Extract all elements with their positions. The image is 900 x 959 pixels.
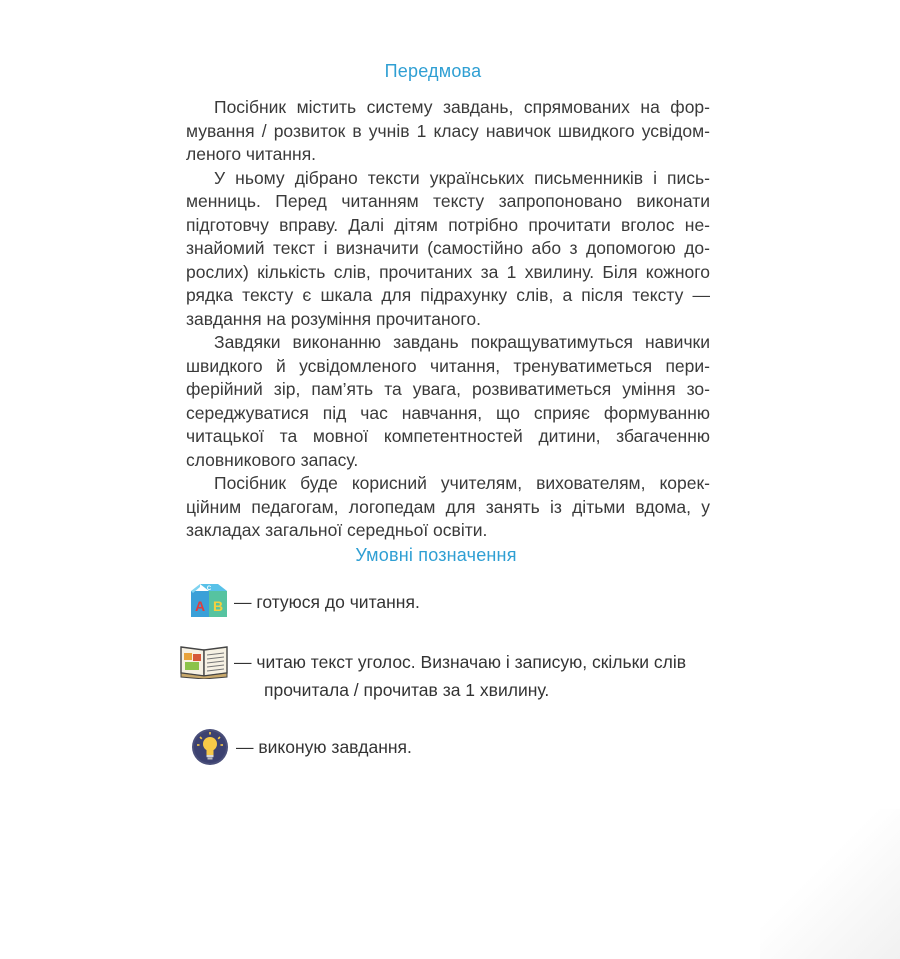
text-line: менниць. Перед читанням тексту запропоновано виконати <box>186 191 710 211</box>
text-line: закладах загальної середньої освіти. <box>186 520 488 540</box>
text-line: швидкого й усвідомленого читання, тренуватиметься пери- <box>186 355 710 376</box>
legend-item-2-text-line-1: — читаю текст уголос. Визначаю і записую, скільки слів <box>234 652 687 672</box>
legend-item-2-text-line-2: прочитала / прочитав за 1 хвилину. <box>264 680 550 700</box>
text-line: словникового запасу. <box>186 449 359 470</box>
text-line: читацької та мовної компетентностей дитини, збагаченню <box>186 426 710 446</box>
preface-body <box>158 96 710 543</box>
text-line: знайомий текст і визначити (самостійно або з допомогою до- <box>186 238 710 258</box>
svg-text:A: A <box>194 598 206 614</box>
text-line: ферійний зір, пам’ять та увага, розвиватиметься уміння зо- <box>186 379 710 399</box>
text-line: ційним педагогам, логопедам для занять із дітьми вдома, у <box>186 496 710 517</box>
svg-text:C: C <box>206 586 212 592</box>
lightbulb-icon <box>191 728 229 771</box>
text-line: середжуватися під час навчання, що сприяє формуванню <box>186 402 710 423</box>
text-line: Завдяки виконанню завдань покращуватимуться навички <box>214 332 710 352</box>
preface-paragraph-3 <box>158 331 710 472</box>
text-line: Посібник містить систему завдань, спрямованих на фор- <box>214 97 710 117</box>
text-line: мування / розвиток в учнів 1 класу навичок швидкого усвідом- <box>186 120 710 141</box>
abc-blocks-icon <box>188 581 230 626</box>
legend-item-3-text: — виконую завдання. <box>236 737 412 757</box>
text-line: У ньому дібрано тексти українських письменників і пись- <box>214 167 710 188</box>
preface-paragraph-4 <box>158 472 710 543</box>
text-line: підготовчу вправу. Далі дітям потрібно прочитати вголос не- <box>186 214 710 235</box>
open-book-icon <box>178 643 230 684</box>
svg-text:B: B <box>212 598 224 614</box>
preface-paragraph-1 <box>158 96 710 167</box>
text-line: леного читання. <box>186 144 317 164</box>
text-line: Посібник буде корисний учителям, вихователям, корек- <box>214 473 710 493</box>
preface-title: Передмова <box>384 61 482 81</box>
text-line: рядка тексту є шкала для підрахунку слів, а після тексту — <box>186 285 710 305</box>
legend-item-1-text: — готуюся до читання. <box>234 592 420 612</box>
text-line: завдання на розуміння прочитаного. <box>186 308 481 329</box>
legend-title: Умовні позначення <box>355 545 517 565</box>
preface-paragraph-2 <box>158 167 710 332</box>
page-corner-shadow <box>760 809 900 959</box>
text-line: рослих) кількість слів, прочитаних за 1 хвилину. Біля кожного <box>186 261 710 282</box>
